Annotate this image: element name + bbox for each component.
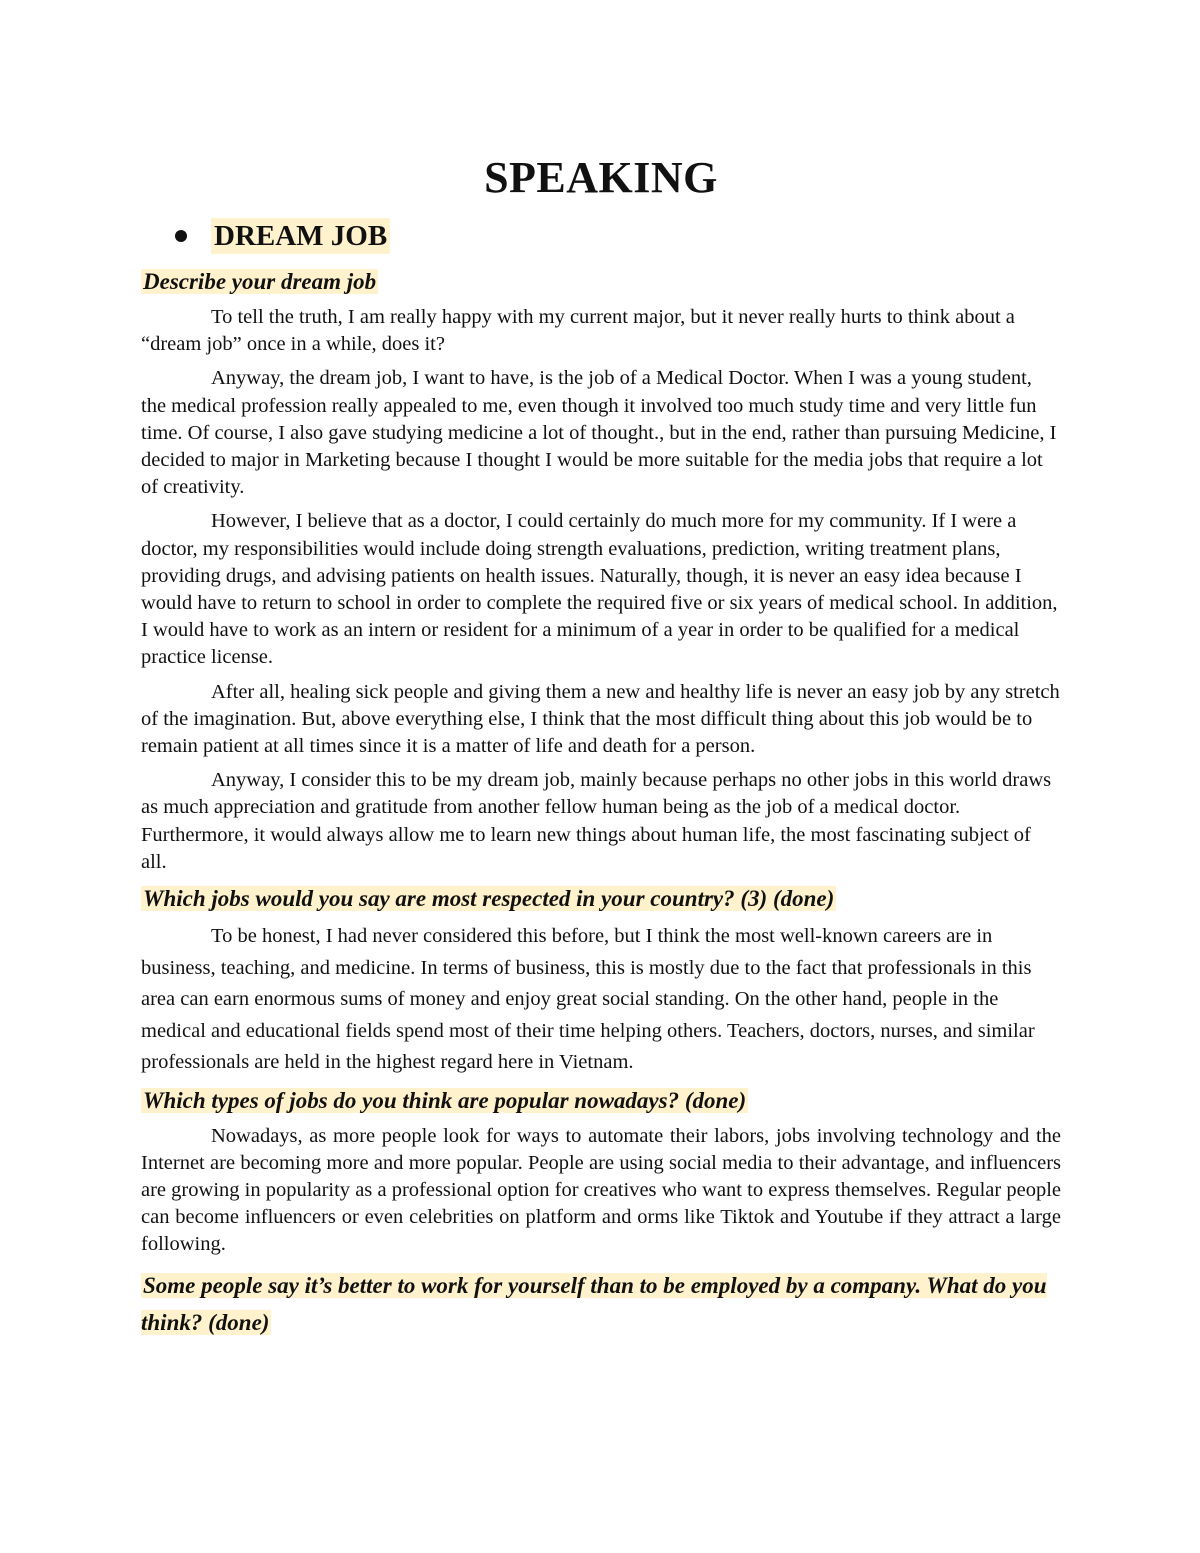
section-heading — [141, 214, 1061, 258]
answer-paragraph: After all, healing sick people and giving them a new and healthy life is never an easy job by any stretch of the imagination. But, above everything else, I think that the most difficult thing about this job would be to remain patient at all times since it is a matter of life and death for a person. — [141, 680, 1060, 758]
question-text: Which jobs would you say are most respected in your country? (3) (done) — [143, 886, 835, 912]
answer-paragraph: To tell the truth, I am really happy with my current major, but it never really hurts to think about a “dream job” once in a while, does it? — [141, 306, 1015, 356]
question-text: Some people say it’s better to work for yourself than to be employed by a company. What do you think? (done) — [141, 1272, 1047, 1335]
question-heading — [141, 883, 1061, 915]
answer-paragraph: However, I believe that as a doctor, I could certainly do much more for my community. If I were a doctor, my responsibilities would include doing strength evaluations, prediction, writing treatment plans, providing drugs, and advising patients on health issues. Naturally, though, it is never an easy idea because I would have to return to school in order to complete the required five or six years of medical school. In addition, I would have to work as an intern or resident for a minimum of a year in order to be qualified for a medical practice license. — [141, 510, 1058, 669]
answer-paragraph: Anyway, the dream job, I want to have, is the job of a Medical Doctor. When I was a young student, the medical profession really appealed to me, even though it involved too much study time and very little fun time. Of course, I also gave studying medicine a lot of thought., but in the end, rather than pursuing Medicine, I decided to major in Marketing because I thought I would be more suitable for the media jobs that require a lot of creativity. — [141, 367, 1057, 499]
question-heading — [141, 1267, 1061, 1341]
question-heading — [141, 1085, 1061, 1117]
question-heading — [141, 266, 1061, 298]
bullet-icon — [175, 230, 187, 242]
section-label: DREAM JOB — [211, 218, 390, 254]
page-title: SPEAKING — [484, 153, 718, 202]
answer-paragraph: Nowadays, as more people look for ways to automate their labors, jobs involving technology and the Internet are becoming more and more popular. People are using social media to their advantage, and influencers are growing in popularity as a professional option for creatives who want to express themselves. Regular people can become influencers or even celebrities on platform and orms like Tiktok and Youtube if they attract a large following. — [141, 1124, 1061, 1256]
question-text: Which types of jobs do you think are popular nowadays? (done) — [143, 1087, 747, 1113]
question-text: Describe your dream job — [143, 269, 377, 294]
answer-paragraph: To be honest, I had never considered this before, but I think the most well-known careers are in business, teaching, and medicine. In terms of business, this is mostly due to the fact that professionals in this area can earn enormous sums of money and enjoy great social standing. On the other hand, people in the medical and educational fields spend most of their time helping others. Teachers, doctors, nurses, and similar professionals are held in the highest regard here in Vietnam. — [141, 925, 1035, 1074]
document-page — [141, 150, 1061, 1349]
answer-paragraph: Anyway, I consider this to be my dream job, mainly because perhaps no other jobs in this world draws as much appreciation and gratitude from another fellow human being as the job of a medical doctor. Furthermore, it would always allow me to learn new things about human life, the most fascinating subject of all. — [141, 769, 1052, 873]
